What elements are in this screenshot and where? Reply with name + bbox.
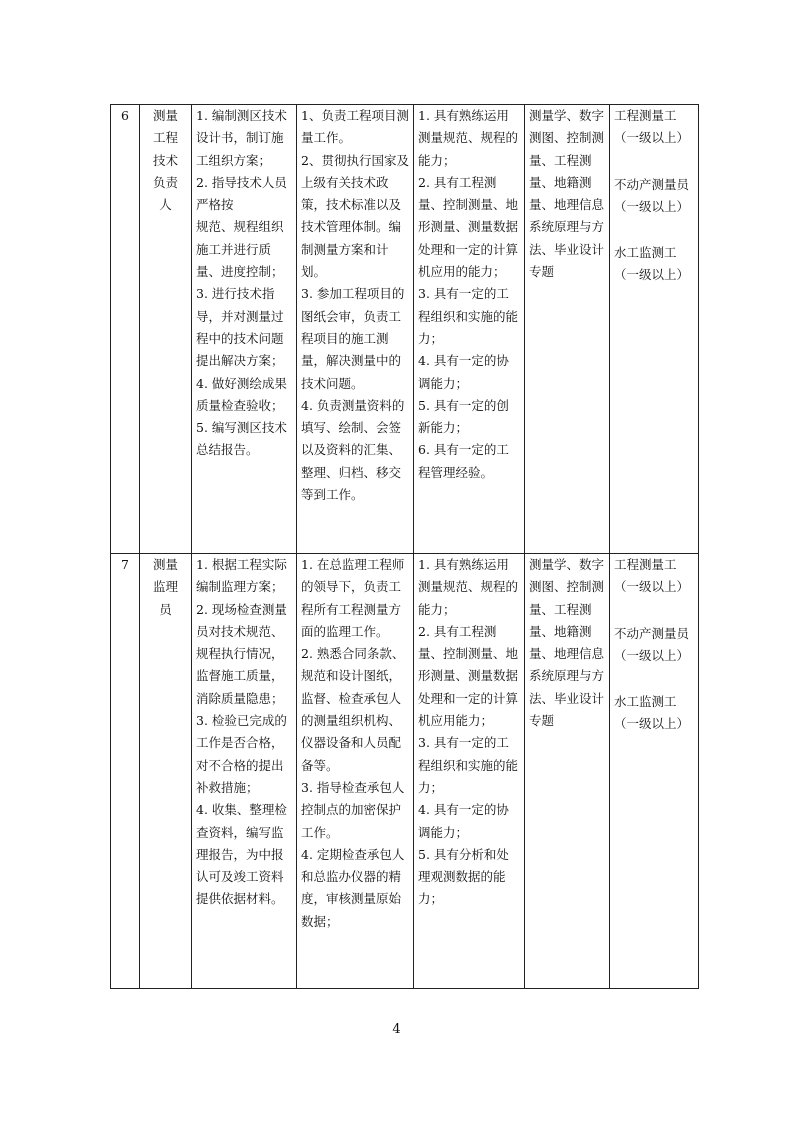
skill-grades	[610, 554, 699, 989]
job-title: 测量 工程 技术 负责 人	[140, 105, 192, 554]
page-number: 4	[392, 1022, 401, 1037]
work-content: 1. 在总监理工程师的领导下，负责工程所有工程测量方面的监理工作。 2. 熟悉合同条款、规范和设计图纸，监督、检查承包人的测量组织机构、仪器设备和人员配备等。 3. 指导检查承包人控制点的加密保护工作。 4. 定期检查承包人和总监办仪器的精度，审核测量原始数据；	[297, 554, 414, 989]
knowledge-courses: 测量学、数字测图、控制测量、工程测量、地籍测量、地理信息系统原理与方法、毕业设计专题	[525, 554, 610, 989]
skill-grade: 不动产测量员（一级以上）	[614, 625, 690, 663]
skill-grade: 水工监测工（一级以上）	[614, 245, 690, 283]
occupation-table	[110, 104, 699, 989]
table-row	[111, 105, 699, 554]
job-duties: 1. 根据工程实际编制监理方案； 2. 现场检查测量员对技术规范、规程执行情况，监督施工质量，消除质量隐患； 3. 检验已完成的工作是否合格，对不合格的提出补救措施； 4. 收集、整理检查资料，编写监理报告，为中报认可及竣工资料提供依据材料。	[192, 554, 297, 989]
skill-grade: 工程测量工（一级以上）	[614, 557, 690, 595]
work-content: 1、负责工程项目测量工作。 2、贯彻执行国家及上级有关技术政策，技术标准以及技术管理体制。编制测量方案和计划。 3. 参加工程项目的图纸会审，负责工程项目的施工测量，解决测量中的技术问题。 4. 负责测量资料的填写、绘制、会签以及资料的汇集、整理、归档、移交等到工作。	[297, 105, 414, 554]
skill-grade: 不动产测量员（一级以上）	[614, 176, 690, 214]
job-title: 测量 监理 员	[140, 554, 192, 989]
table-row	[111, 554, 699, 989]
knowledge-courses: 测量学、数字测图、控制测量、工程测量、地籍测量、地理信息系统原理与方法、毕业设计专题	[525, 105, 610, 554]
ability-requirements: 1. 具有熟练运用测量规范、规程的能力； 2. 具有工程测量、控制测量、地形测量、测量数据处理和一定的计算机应用能力； 3. 具有一定的工程组织和实施的能力； 4. 具有一定的协调能力； 5. 具有分析和处理观测数据的能力；	[414, 554, 525, 989]
row-number: 7	[111, 554, 140, 989]
row-number: 6	[111, 105, 140, 554]
skill-grade: 水工监测工（一级以上）	[614, 694, 690, 732]
skill-grades	[610, 105, 699, 554]
skill-grade: 工程测量工（一级以上）	[614, 108, 690, 146]
ability-requirements: 1. 具有熟练运用测量规范、规程的能力； 2. 具有工程测量、控制测量、地形测量、测量数据处理和一定的计算机应用的能力； 3. 具有一定的工程组织和实施的能力； 4. 具有一定的协调能力； 5. 具有一定的创新能力； 6. 具有一定的工程管理经验。	[414, 105, 525, 554]
job-duties: 1. 编制测区技术设计书，制订施工组织方案； 2. 指导技术人员严格按 规范、规程组织施工并进行质量、进度控制； 3. 进行技术指导，并对测量过程中的技术问题提出解决方案； 4. 做好测绘成果质量检查验收； 5. 编写测区技术总结报告。	[192, 105, 297, 554]
